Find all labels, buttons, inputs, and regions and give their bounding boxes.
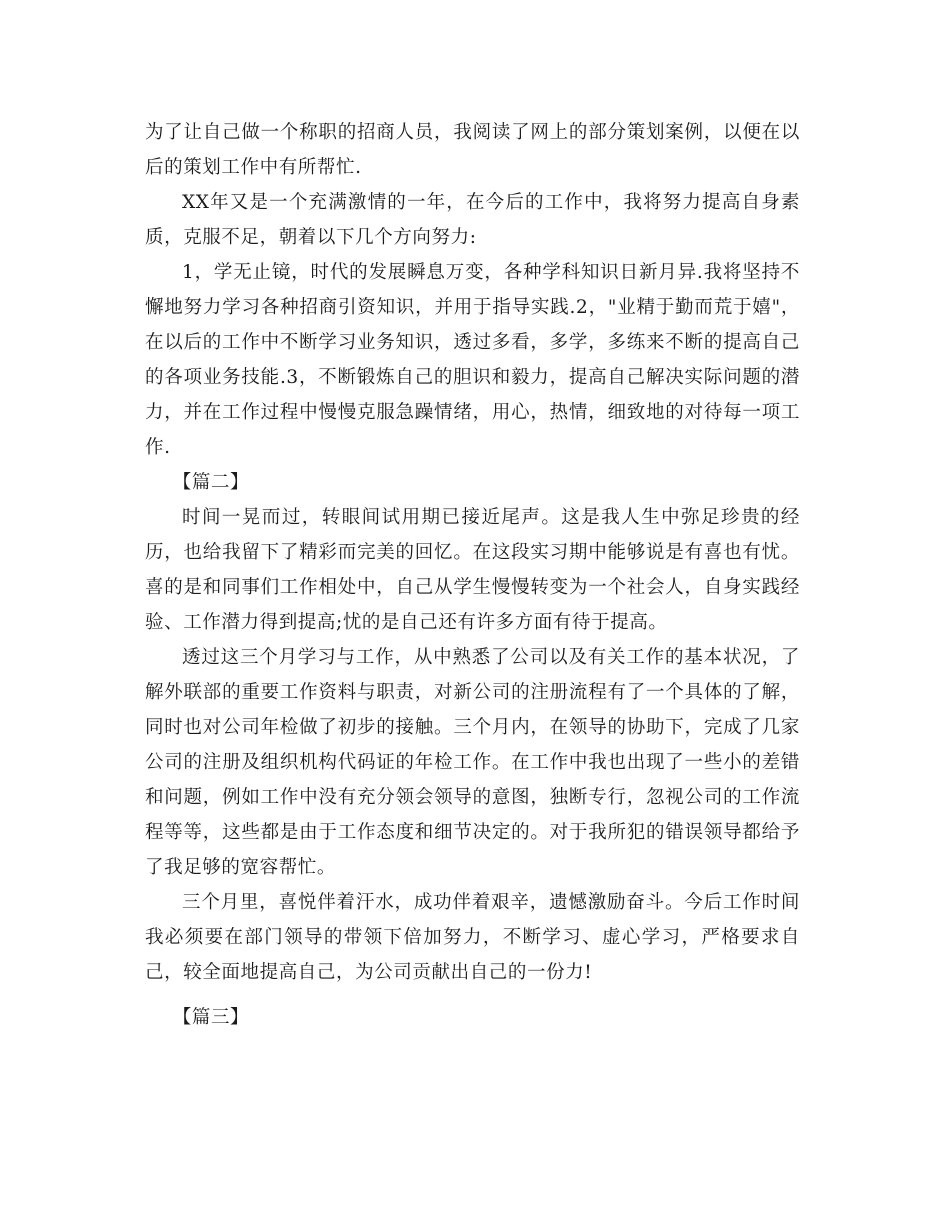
section-spacer — [145, 990, 800, 1000]
paragraph-probation: 时间一晃而过，转眼间试用期已接近尾声。这是我人生中弥足珍贵的经历，也给我留下了精彩而完美的回忆。在这段实习期中能够说是有喜也有忧。喜的是和同事们工作相处中，自己从学生慢慢转变为一个社会人，自身实践经验、工作潜力得到提高;忧的是自己还有许多方面有待于提高。 — [145, 507, 800, 633]
paragraph-intro: 为了让自己做一个称职的招商人员，我阅读了网上的部分策划案例，以便在以后的策划工作中有所帮忙. — [145, 122, 800, 178]
paragraph-goals: 1，学无止镜，时代的发展瞬息万变，各种学科知识日新月异.我将坚持不懈地努力学习各种招商引资知识，并用于指导实践.2，"业精于勤而荒于嬉"，在以后的工作中不断学习业务知识，透过多看，多学，多练来不断的提高自己的各项业务技能.3，不断锻炼自己的胆识和毅力，提高自己解决实际问题的潜力，并在工作过程中慢慢克服急躁情绪，用心，热情，细致地的对待每一项工作. — [145, 262, 800, 458]
document-body — [145, 115, 800, 1035]
section-heading-part-three: 【篇三】 — [172, 1007, 250, 1028]
section-heading-part-two: 【篇二】 — [172, 472, 250, 493]
paragraph-three-months-work: 透过这三个月学习与工作，从中熟悉了公司以及有关工作的基本状况，了解外联部的重要工作资料与职责，对新公司的注册流程有了一个具体的了解，同时也对公司年检做了初步的接触。三个月内，在领导的协助下，完成了几家公司的注册及组织机构代码证的年检工作。在工作中我也出现了一些小的差错和问题，例如工作中没有充分领会领导的意图，独断专行，忽视公司的工作流程等等，这些都是由于工作态度和细节决定的。对于我所犯的错误领导都给予了我足够的宽容帮忙。 — [145, 647, 800, 878]
paragraph-conclusion: 三个月里，喜悦伴着汗水，成功伴着艰辛，遗憾激励奋斗。今后工作时间我必须要在部门领导的带领下倍加努力，不断学习、虚心学习，严格要求自己，较全面地提高自己，为公司贡献出自己的一份力! — [145, 892, 800, 983]
paragraph-xx-year: XX年又是一个充满激情的一年，在今后的工作中，我将努力提高自身素质，克服不足，朝着以下几个方向努力: — [145, 192, 800, 248]
